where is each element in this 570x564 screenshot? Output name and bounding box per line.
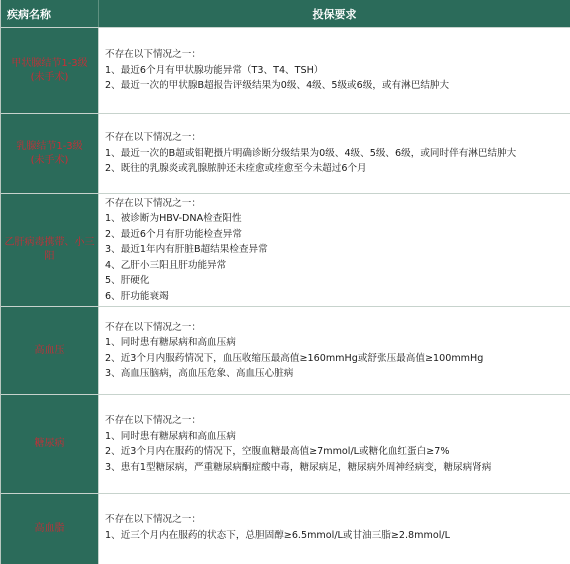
disease-name-cell	[1, 395, 99, 493]
requirement-line: 1、最近6个月有甲状腺功能异常（T3、T4、TSH）	[105, 64, 324, 76]
disease-name-cell	[1, 494, 99, 564]
disease-name-cell	[1, 28, 99, 113]
requirement-line: 3、高血压脑病，高血压危象、高血压心脏病	[105, 368, 294, 379]
requirement-line: 不存在以下情况之一：	[105, 321, 201, 333]
requirement-line: 不存在以下情况之一：	[105, 514, 201, 525]
requirements-cell	[99, 494, 570, 564]
requirement-line: 5、肝硬化	[105, 275, 150, 287]
requirement-line: 不存在以下情况之一：	[105, 197, 201, 209]
requirements-cell	[99, 194, 570, 306]
disease-name-cell	[1, 307, 99, 394]
requirements-cell	[99, 114, 570, 193]
requirement-line: 2、最近一次的甲状腺B超报告评级结果为0级、4级、5级或6级，或有淋巴结肿大	[105, 80, 450, 92]
requirement-line: 1、最近一次的B超或钼靶摄片明确诊断分级结果为0级、4级、5级、6级，或同时伴有淋巴结肿大	[105, 147, 517, 159]
disease-name-line: (未手术)	[30, 154, 69, 166]
header-requirements: 投保要求	[312, 7, 357, 21]
requirement-line: 不存在以下情况之一：	[105, 132, 201, 144]
table-row-hepatitis-b-carrier	[1, 193, 570, 306]
requirements-cell	[99, 307, 570, 394]
disease-name-cell	[1, 194, 99, 306]
disease-name-line: 高血压	[34, 344, 65, 356]
disease-name-line: 乙肝病毒携带、小三阳	[4, 237, 95, 262]
table-row-breast-nodule	[1, 113, 570, 193]
requirement-line: 1、同时患有糖尿病和高血压病	[105, 430, 236, 442]
requirement-line: 6、肝功能衰竭	[105, 290, 169, 302]
requirement-line: 3、最近1年内有肝脏B超结果检查异常	[105, 244, 268, 256]
requirement-line: 1、被诊断为HBV-DNA检查阳性	[105, 213, 242, 225]
disease-name-line: 高血脂	[34, 523, 65, 534]
requirement-line: 2、既往的乳腺炎或乳腺脓肿还未痊愈或痊愈至今未超过6个月	[105, 163, 367, 175]
requirements-cell	[99, 28, 570, 113]
requirements-cell	[99, 395, 570, 493]
requirement-line: 不存在以下情况之一：	[105, 49, 201, 61]
table-row-diabetes	[1, 394, 570, 493]
disease-name-line: 甲状腺结节1-3级	[11, 57, 88, 69]
disease-name-line: 糖尿病	[34, 438, 65, 449]
requirement-line: 2、近3个月内服药情况下，血压收缩压最高值≥160mmHg或舒张压最高值≥100mmHg	[105, 352, 484, 364]
disease-name-line: 乳腺结节1-3级	[16, 140, 83, 152]
disease-name-line: (未手术)	[30, 71, 69, 83]
requirement-line: 4、乙肝小三阳且肝功能异常	[105, 259, 227, 271]
requirement-line: 2、近3个月内在服药的情况下，空腹血糖最高值≥7mmol/L或糖化血红蛋白≥7%	[105, 446, 450, 457]
requirement-line: 1、同时患有糖尿病和高血压病	[105, 337, 236, 348]
requirement-line: 1、近三个月内在服药的状态下，总胆固醇≥6.5mmol/L或甘油三脂≥2.8mmol/L	[105, 529, 450, 541]
table-row-hypertension	[1, 306, 570, 394]
requirement-line: 2、最近6个月有肝功能检查异常	[105, 228, 242, 240]
table-row-hyperlipidemia	[1, 493, 570, 564]
table-header	[1, 0, 570, 27]
header-disease-name: 疾病名称	[1, 0, 99, 27]
requirement-line: 3、患有1型糖尿病，严重糖尿病酮症酸中毒，糖尿病足，糖尿病外周神经病变，糖尿病肾病	[105, 461, 492, 473]
table-row-thyroid-nodule	[1, 27, 570, 113]
requirement-line: 不存在以下情况之一：	[105, 415, 201, 426]
disease-name-cell	[1, 114, 99, 193]
